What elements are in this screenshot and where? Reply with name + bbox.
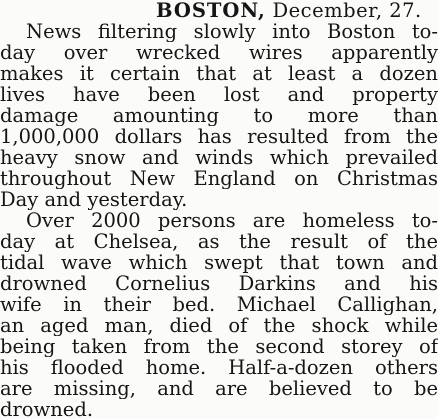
article-line: 1,000,000 dollars has resulted from the (0, 126, 438, 147)
article-line: Day and yesterday. (0, 189, 188, 210)
article-line: an aged man, died of the shock while (0, 315, 438, 336)
article-line: throughout New England on Christmas (0, 168, 438, 189)
article-line: Over 2000 persons are homeless to- (26, 210, 438, 231)
article-line: his flooded home. Half-a-dozen others (0, 357, 438, 378)
article-line: wife in their bed. Michael Callighan, (0, 294, 438, 315)
article-line: day over wrecked wires apparently (0, 42, 438, 63)
article-line: damage amounting to more than (0, 105, 438, 126)
article-line: heavy snow and winds which prevailed (0, 147, 438, 168)
article-line: News filtering slowly into Boston to- (26, 21, 438, 42)
dateline-city: BOSTON, (156, 0, 266, 22)
article-line: drowned. (0, 399, 94, 419)
article-line: makes it certain that at least a dozen (0, 63, 438, 84)
article-line: are missing, and are believed to be (0, 378, 438, 399)
article-line: tidal wave which swept that town and (0, 252, 438, 273)
article-line: lives have been lost and property (0, 84, 438, 105)
article-line: being taken from the second storey of (0, 336, 438, 357)
article-line: drowned Cornelius Darkins and his (0, 273, 438, 294)
dateline-date: December, 27. (272, 0, 422, 22)
article-line: day at Chelsea, as the result of the (0, 231, 438, 252)
dateline (156, 0, 422, 21)
